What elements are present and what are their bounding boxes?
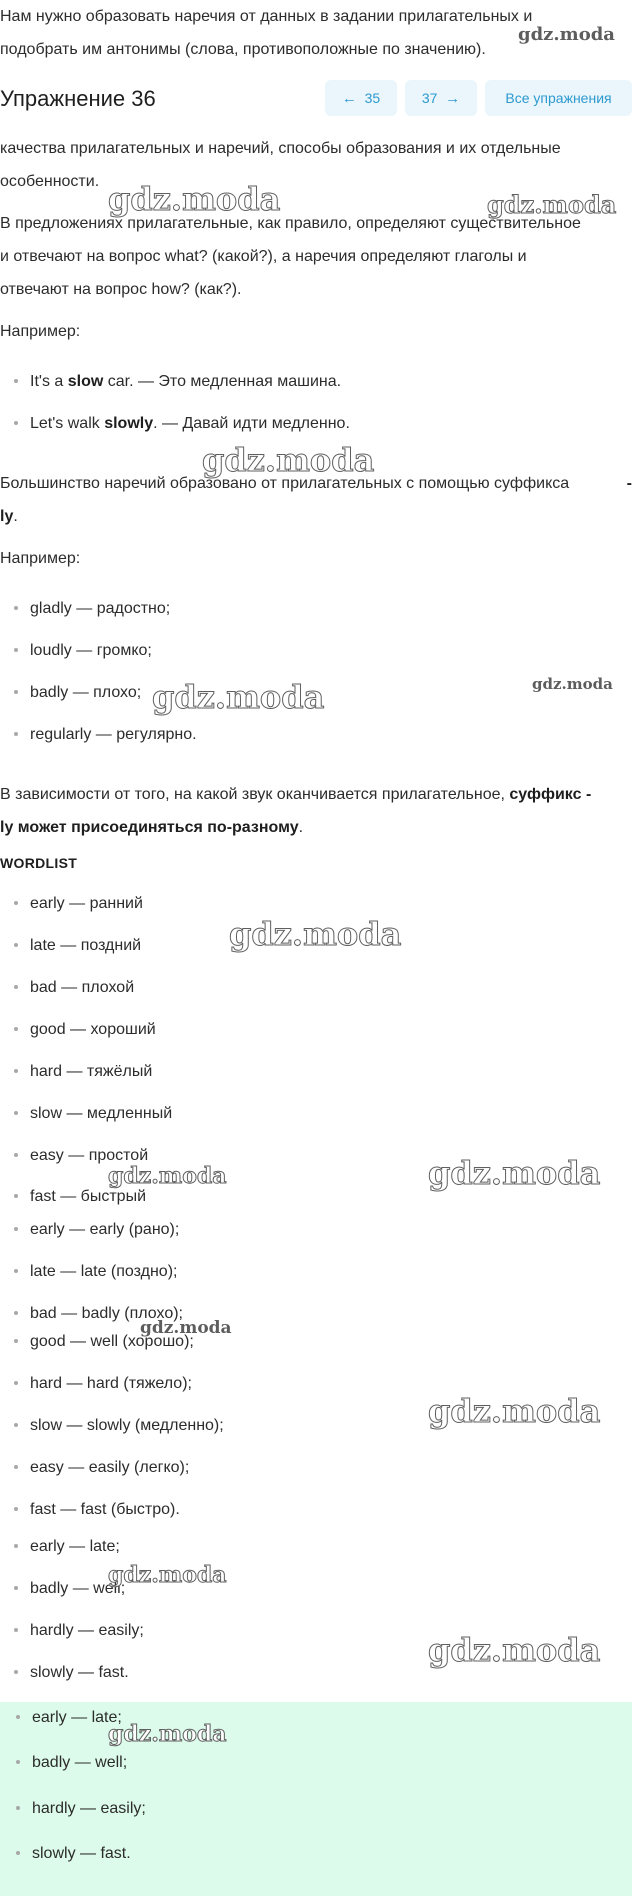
intro-line-1: Нам нужно образовать наречия от данных в задании прилагательных и [0,8,533,25]
answer-item: badly — well; [16,1748,127,1778]
wordlist-item: slowly — fast. [14,1658,129,1688]
watermark: gdz.moda [428,1392,601,1430]
bullet-icon [14,690,18,694]
bullet-icon [14,732,18,736]
watermark: gdz.moda [108,180,281,218]
watermark: gdz.moda [518,24,615,45]
bullet-icon [14,1227,18,1231]
bullet-icon [14,943,18,947]
next-exercise-button[interactable] [405,80,477,116]
wordlist-item: early — ранний [14,889,143,919]
wordlist-item: early — early (рано); [14,1215,179,1245]
wordlist-item: fast — быстрый [14,1182,146,1212]
wordlist-item: early — late; [14,1532,120,1562]
bullet-icon [14,1027,18,1031]
answer-item: early — late; [16,1703,122,1733]
theory-p2-line-2: и отвечают на вопрос what? (какой?), а наречия определяют глаголы и [0,248,527,265]
theory-p4-line-2: ly может присоединяться по-разному. [0,819,304,836]
theory-p3-line-1: Большинство наречий образовано от прилагательных с помощью суффикса - [0,475,632,492]
wordlist-item: easy — easily (легко); [14,1453,189,1483]
list-item: gladly — радостно; [14,594,170,624]
next-exercise-label: 37 [421,90,438,106]
prev-exercise-button[interactable] [325,80,397,116]
bullet-icon [16,1760,20,1764]
intro-line-2: подобрать им антонимы (слова, противоположные по значению). [0,41,486,58]
bullet-icon [14,1544,18,1548]
watermark: gdz.moda [428,1154,601,1192]
theory-p1-line-2: особенности. [0,173,100,190]
bullet-icon [14,421,18,425]
wordlist-item: hard — hard (тяжело); [14,1369,192,1399]
wordlist-item: bad — плохой [14,973,134,1003]
theory-p4-line-1: В зависимости от того, на какой звук оканчивается прилагательное, суффикс - [0,786,592,803]
bullet-icon [14,1269,18,1273]
wordlist-item: easy — простой [14,1141,148,1171]
watermark: gdz.moda [532,675,613,693]
bullet-icon [16,1851,20,1855]
bullet-icon [14,1069,18,1073]
bullet-icon [16,1715,20,1719]
theory-p1-line-1: качества прилагательных и наречий, способы образования и их отдельные [0,140,561,157]
wordlist-item: hard — тяжёлый [14,1057,152,1087]
bullet-icon [14,985,18,989]
bullet-icon [14,1311,18,1315]
wordlist-item: good — хороший [14,1015,156,1045]
watermark: gdz.moda [108,1163,227,1189]
wordlist-title: WORDLIST [0,855,78,871]
answer-item: slowly — fast. [16,1839,131,1869]
watermark: gdz.moda [202,441,375,479]
page-title: Упражнение 36 [0,86,156,111]
bullet-icon [14,1423,18,1427]
list-item: regularly — регулярно. [14,720,197,750]
arrow-right-icon: → [445,90,461,107]
all-exercises-label: Все упражнения [505,90,612,106]
bullet-icon [14,1628,18,1632]
answer-item: hardly — easily; [16,1794,146,1824]
watermark: gdz.moda [428,1631,601,1669]
list-item: badly — плохо; [14,678,141,708]
bullet-icon [14,379,18,383]
bullet-icon [14,1194,18,1198]
watermark: gdz.moda [140,1318,232,1338]
watermark: gdz.moda [108,1721,227,1747]
wordlist-item: late — поздний [14,931,141,961]
watermark: gdz.moda [108,1562,227,1588]
wordlist-item: slow — медленный [14,1099,172,1129]
theory-p2-line-3: отвечают на вопрос how? (как?). [0,281,242,298]
example-label-1: Например: [0,323,81,340]
list-item: Let's walk slowly. — Давай идти медленно. [14,409,350,439]
bullet-icon [14,1507,18,1511]
list-item: loudly — громко; [14,636,152,666]
wordlist-item: bad — badly (плохо); [14,1299,183,1329]
prev-exercise-label: 35 [364,90,381,106]
wordlist-item: slow — slowly (медленно); [14,1411,224,1441]
wordlist-item: late — late (поздно); [14,1257,177,1287]
watermark: gdz.moda [229,915,402,953]
bullet-icon [14,1586,18,1590]
example-label-2: Например: [0,550,81,567]
bullet-icon [14,1111,18,1115]
wordlist-item: fast — fast (быстро). [14,1495,180,1525]
bullet-icon [14,1339,18,1343]
watermark: gdz.moda [152,678,325,716]
bullet-icon [14,606,18,610]
wordlist-item: good — well (хорошо); [14,1327,194,1357]
bullet-icon [14,1153,18,1157]
list-item: It's a slow car. — Это медленная машина. [14,367,341,397]
theory-p2-line-1: В предложениях прилагательные, как правило, определяют существительное [0,215,581,232]
bullet-icon [14,648,18,652]
wordlist-item: badly — well; [14,1574,125,1604]
all-exercises-button[interactable] [485,80,632,116]
bullet-icon [14,1465,18,1469]
arrow-left-icon: ← [341,90,357,107]
bullet-icon [16,1806,20,1810]
bullet-icon [14,901,18,905]
wordlist-item: hardly — easily; [14,1616,144,1646]
theory-p3-line-2: ly. [0,508,18,525]
watermark: gdz.moda [487,190,617,219]
bullet-icon [14,1670,18,1674]
bullet-icon [14,1381,18,1385]
